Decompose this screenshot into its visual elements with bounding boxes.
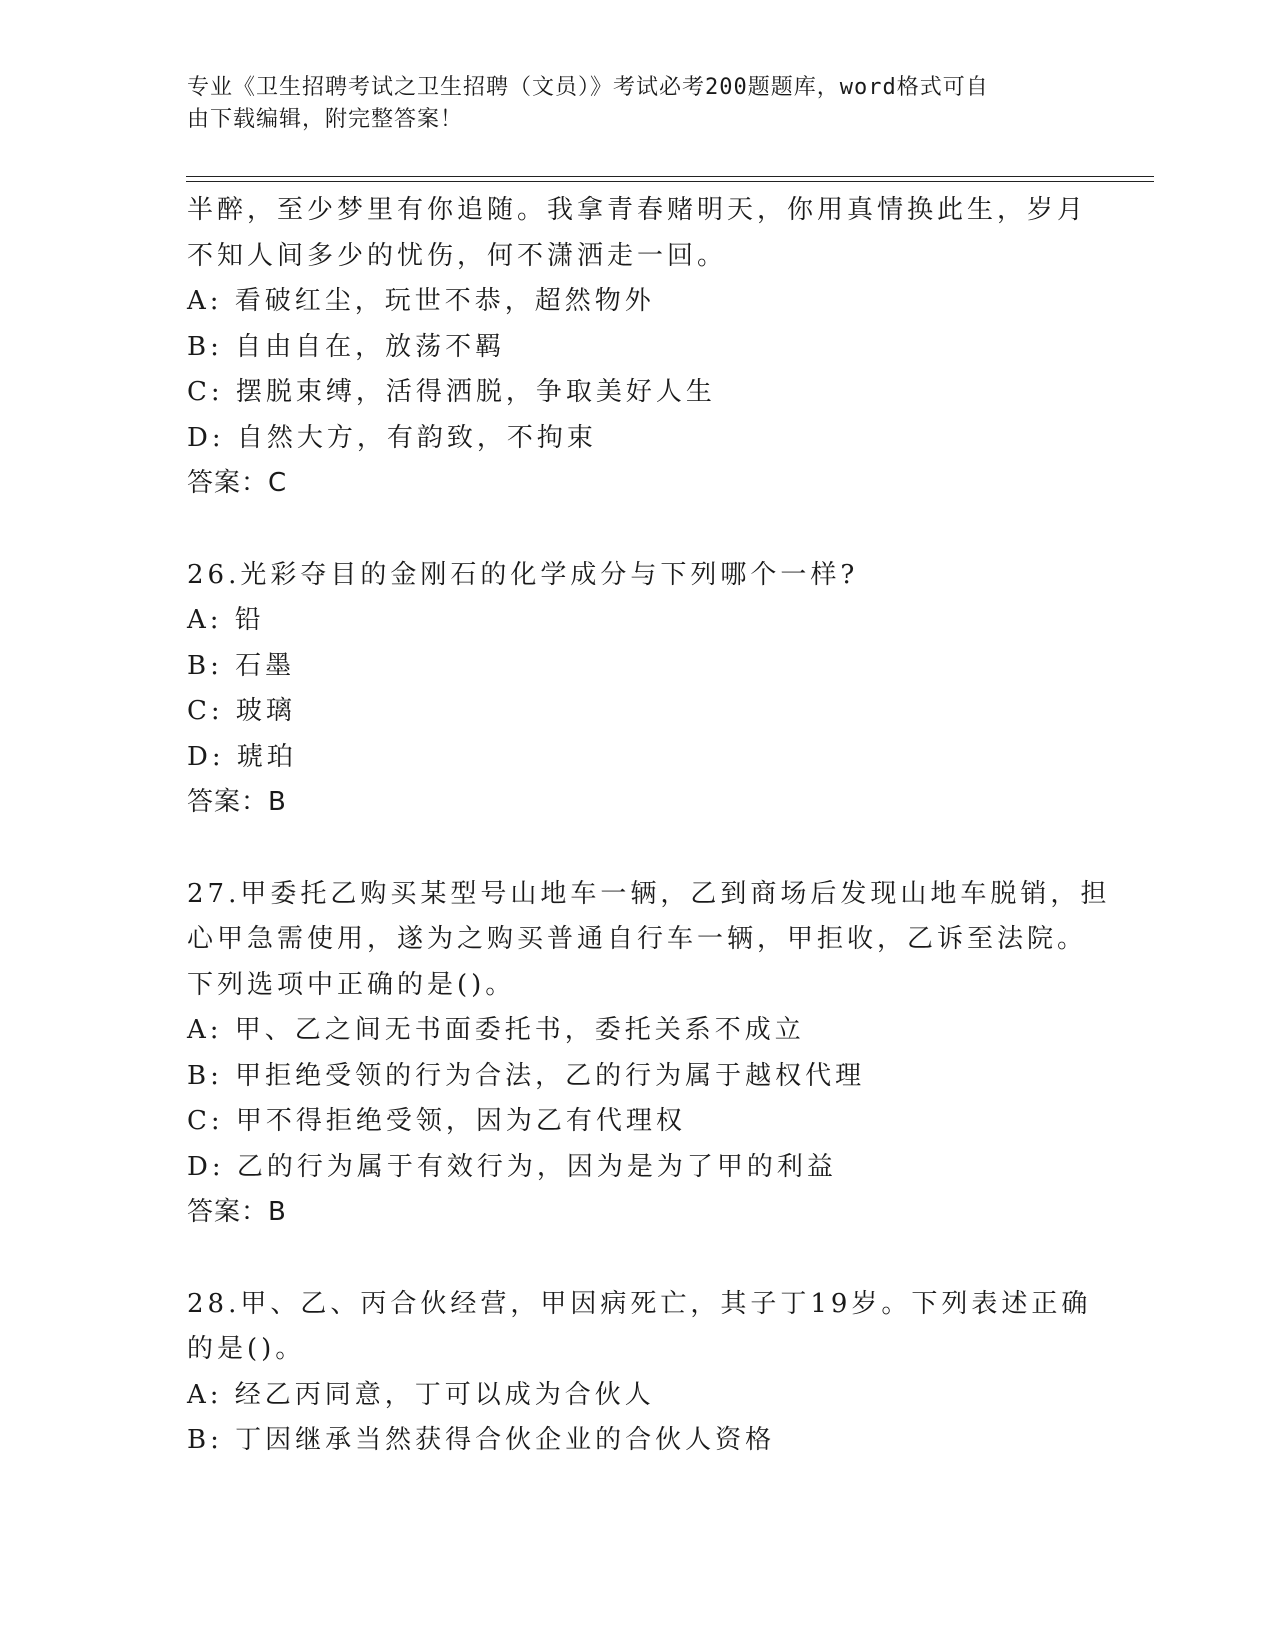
option-b: B: 甲拒绝受领的行为合法，乙的行为属于越权代理	[187, 1060, 866, 1091]
question-spacer	[187, 826, 1087, 872]
option-a: A: 甲、乙之间无书面委托书，委托关系不成立	[187, 1015, 805, 1045]
header-divider-bottom	[186, 181, 1154, 182]
answer-line: 答案：C	[187, 468, 288, 498]
question-27	[187, 872, 1111, 1236]
answer-line: 答案：B	[187, 1197, 287, 1227]
option-c: C: 玻璃	[187, 696, 296, 726]
option-a: A: 铅	[187, 605, 265, 635]
option-b: B: 石墨	[187, 650, 296, 681]
header-divider-top	[186, 176, 1154, 177]
option-b: B: 丁因继承当然获得合伙企业的合伙人资格	[187, 1425, 776, 1455]
question-list	[187, 188, 1111, 1464]
question-stem-line: 27.甲委托乙购买某型号山地车一辆，乙到商场后发现山地车脱销，担	[187, 878, 1111, 909]
header-title-line: 由下载编辑，附完整答案！	[187, 107, 464, 132]
question-stem-line: 心甲急需使用，遂为之购买普通自行车一辆，甲拒收，乙诉至法院。	[187, 924, 1088, 954]
document-header	[187, 72, 1067, 136]
question-spacer	[187, 507, 1087, 553]
question-spacer	[187, 1236, 1087, 1282]
header-title-line: 专业《卫生招聘考试之卫生招聘（文员）》考试必考200题题库，word格式可自	[187, 75, 989, 100]
question-26	[187, 553, 1087, 826]
question-stem-line: 的是()。	[187, 1334, 306, 1364]
answer-line: 答案：B	[187, 787, 287, 817]
option-c: C: 摆脱束缚，活得洒脱，争取美好人生	[187, 377, 716, 407]
question-28	[187, 1282, 1092, 1464]
question-stem-line: 下列选项中正确的是()。	[187, 969, 516, 1000]
question-stem-line: 不知人间多少的忧伤，何不潇洒走一回。	[187, 240, 728, 271]
option-d: D: 自然大方，有韵致，不拘束	[187, 422, 597, 453]
question-continuation	[187, 188, 1087, 507]
option-a: A: 看破红尘，玩世不恭，超然物外	[187, 286, 655, 316]
option-d: D: 琥珀	[187, 741, 297, 772]
option-d: D: 乙的行为属于有效行为，因为是为了甲的利益	[187, 1151, 837, 1182]
option-c: C: 甲不得拒绝受领，因为乙有代理权	[187, 1106, 686, 1136]
question-stem-line: 26.光彩夺目的金刚石的化学成分与下列哪个一样?	[187, 559, 859, 590]
question-stem-line: 28.甲、乙、丙合伙经营，甲因病死亡，其子丁19岁。下列表述正确	[187, 1288, 1092, 1319]
option-b: B: 自由自在，放荡不羁	[187, 331, 506, 362]
option-a: A: 经乙丙同意，丁可以成为合伙人	[187, 1379, 655, 1410]
question-stem-line: 半醉，至少梦里有你追随。我拿青春赌明天，你用真情换此生，岁月	[187, 195, 1088, 225]
